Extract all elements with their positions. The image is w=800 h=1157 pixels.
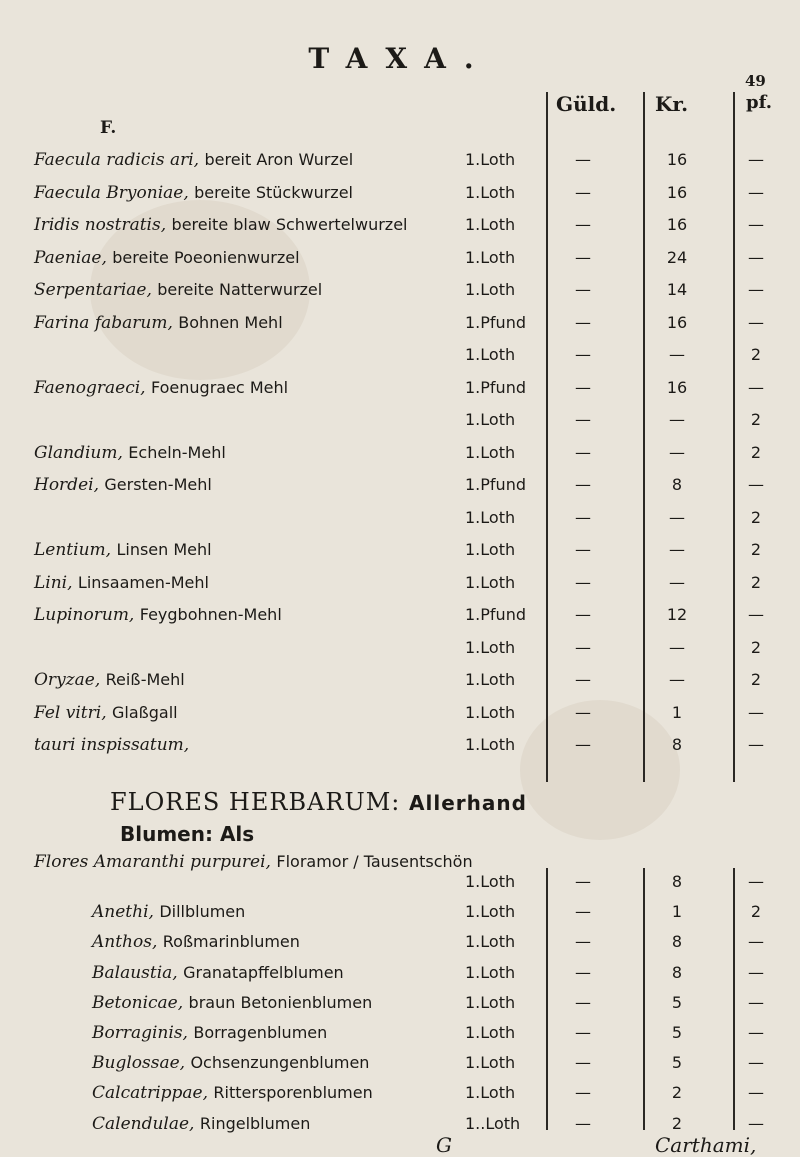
entry-gulden: — bbox=[575, 963, 591, 982]
entry-quantity: 1.Loth bbox=[465, 183, 516, 202]
entry-quantity: 1.Loth bbox=[465, 638, 516, 657]
entry-name bbox=[34, 475, 212, 495]
entry-quantity: 1.Loth bbox=[465, 443, 516, 462]
entry-pfennig: 2 bbox=[750, 638, 762, 657]
entry-name bbox=[92, 1023, 327, 1043]
entry-german: bereite blaw Schwertelwurzel bbox=[171, 215, 408, 234]
entry-german: Rittersporenblumen bbox=[213, 1083, 373, 1102]
entry-pfennig: — bbox=[748, 703, 764, 722]
entry-kreuzer: 16 bbox=[666, 378, 688, 397]
entry-quantity: 1.Loth bbox=[465, 215, 516, 234]
entry-name bbox=[34, 540, 212, 560]
entry-gulden: — bbox=[575, 313, 591, 332]
entry-latin: Farina fabarum, bbox=[34, 313, 179, 333]
entry-gulden: — bbox=[575, 378, 591, 397]
entry-gulden: — bbox=[575, 993, 591, 1012]
entry-gulden: — bbox=[575, 932, 591, 951]
entry-german: Borragenblumen bbox=[193, 1023, 328, 1042]
column-rule bbox=[546, 92, 548, 782]
page-number: 49 bbox=[745, 72, 766, 90]
entry-name bbox=[34, 703, 178, 723]
entry-pfennig: — bbox=[748, 475, 764, 494]
entry-quantity: 1.Loth bbox=[465, 508, 516, 527]
entry-german: Echeln-Mehl bbox=[128, 443, 226, 462]
entry-latin: Oryzae, bbox=[34, 670, 106, 690]
entry-gulden: — bbox=[575, 508, 591, 527]
entry-pfennig: — bbox=[748, 1083, 764, 1102]
entry-pfennig: — bbox=[748, 248, 764, 267]
entry-gulden: — bbox=[575, 638, 591, 657]
entry-pfennig: — bbox=[748, 150, 764, 169]
entry-pfennig: 2 bbox=[750, 540, 762, 559]
entry-pfennig: 2 bbox=[750, 410, 762, 429]
entry-latin: Iridis nostratis, bbox=[34, 215, 172, 235]
entry-latin: Paeniae, bbox=[34, 248, 113, 268]
entry-latin: Faenograeci, bbox=[34, 378, 151, 398]
entry-kreuzer: 14 bbox=[666, 280, 688, 299]
entry-quantity: 1.Loth bbox=[465, 963, 516, 982]
entry-gulden: — bbox=[575, 215, 591, 234]
entry-kreuzer: — bbox=[669, 573, 685, 592]
entry-name bbox=[92, 1083, 373, 1103]
entry-kreuzer: — bbox=[669, 508, 685, 527]
entry-german: Linsen Mehl bbox=[116, 540, 212, 559]
entry-latin: Faecula Bryoniae, bbox=[34, 183, 195, 203]
entry-quantity: 1.Loth bbox=[465, 872, 516, 891]
entry-kreuzer: 12 bbox=[666, 605, 688, 624]
catchword-next: Carthami, bbox=[655, 1133, 757, 1157]
entry-latin: Faecula radicis ari, bbox=[34, 150, 205, 170]
entry-pfennig: — bbox=[748, 1114, 764, 1133]
entry-gulden: — bbox=[575, 735, 591, 754]
entry-quantity: 1.Loth bbox=[465, 932, 516, 951]
entry-latin: Lentium, bbox=[34, 540, 117, 560]
entry-quantity: 1.Loth bbox=[465, 703, 516, 722]
catchword-g: G bbox=[436, 1133, 452, 1157]
entry-kreuzer: 5 bbox=[671, 1053, 683, 1072]
flores-intro-latin: Flores Amaranthi purpurei, bbox=[34, 852, 277, 872]
entry-kreuzer: 1 bbox=[671, 703, 683, 722]
section-subheading: Blumen: Als bbox=[120, 822, 255, 846]
entry-latin: Serpentariae, bbox=[34, 280, 158, 300]
entry-german: Reiß-Mehl bbox=[105, 670, 185, 689]
column-rule bbox=[733, 92, 735, 782]
entry-pfennig: — bbox=[748, 993, 764, 1012]
column-rule bbox=[733, 868, 735, 1130]
flores-intro bbox=[34, 852, 473, 872]
entry-latin: Buglossae, bbox=[92, 1053, 191, 1073]
entry-gulden: — bbox=[575, 280, 591, 299]
entry-german: Bohnen Mehl bbox=[178, 313, 283, 332]
entry-gulden: — bbox=[575, 573, 591, 592]
entry-pfennig: — bbox=[748, 932, 764, 951]
entry-quantity: 1.Loth bbox=[465, 280, 516, 299]
column-header-gulden: Güld. bbox=[556, 92, 617, 116]
entry-latin: Anthos, bbox=[92, 932, 163, 952]
entry-latin: Glandium, bbox=[34, 443, 129, 463]
entry-name bbox=[34, 735, 189, 755]
entry-name bbox=[34, 313, 283, 333]
page-title: TAXA. bbox=[308, 42, 492, 75]
entry-gulden: — bbox=[575, 872, 591, 891]
entry-kreuzer: — bbox=[669, 670, 685, 689]
entry-kreuzer: 8 bbox=[671, 475, 683, 494]
entry-german: Glaßgall bbox=[112, 703, 178, 722]
entry-gulden: — bbox=[575, 443, 591, 462]
entry-pfennig: 2 bbox=[750, 508, 762, 527]
entry-gulden: — bbox=[575, 248, 591, 267]
entry-kreuzer: 2 bbox=[671, 1114, 683, 1133]
entry-kreuzer: 16 bbox=[666, 313, 688, 332]
entry-name bbox=[34, 248, 300, 268]
entry-gulden: — bbox=[575, 902, 591, 921]
entry-latin: Betonicae, bbox=[92, 993, 189, 1013]
entry-kreuzer: 1 bbox=[671, 902, 683, 921]
entry-name bbox=[34, 183, 353, 203]
entry-quantity: 1.Pfund bbox=[465, 605, 526, 624]
entry-gulden: — bbox=[575, 183, 591, 202]
entry-kreuzer: 8 bbox=[671, 872, 683, 891]
entry-quantity: 1.Loth bbox=[465, 902, 516, 921]
entry-pfennig: — bbox=[748, 378, 764, 397]
column-rule bbox=[546, 868, 548, 1130]
entry-name bbox=[92, 902, 245, 922]
entry-pfennig: — bbox=[748, 280, 764, 299]
entry-gulden: — bbox=[575, 475, 591, 494]
column-rule bbox=[643, 92, 645, 782]
entry-kreuzer: — bbox=[669, 345, 685, 364]
column-header-pfennig: pf. bbox=[746, 92, 772, 113]
entry-quantity: 1.Loth bbox=[465, 670, 516, 689]
entry-german: Linsaamen-Mehl bbox=[77, 573, 209, 592]
entry-name bbox=[92, 1053, 369, 1073]
entry-name bbox=[92, 932, 300, 952]
entry-pfennig: 2 bbox=[750, 573, 762, 592]
entry-quantity: 1.Loth bbox=[465, 993, 516, 1012]
entry-quantity: 1.Pfund bbox=[465, 378, 526, 397]
entry-name bbox=[34, 443, 226, 463]
entry-pfennig: 2 bbox=[750, 443, 762, 462]
entry-german: Granatapffelblumen bbox=[183, 963, 344, 982]
entry-kreuzer: 24 bbox=[666, 248, 688, 267]
section-heading bbox=[110, 788, 527, 816]
entry-quantity: 1.Loth bbox=[465, 345, 516, 364]
entry-german: Ochsenzungenblumen bbox=[190, 1053, 370, 1072]
entry-gulden: — bbox=[575, 410, 591, 429]
entry-name bbox=[34, 280, 322, 300]
entry-name bbox=[34, 670, 185, 690]
entry-pfennig: — bbox=[748, 605, 764, 624]
entry-pfennig: — bbox=[748, 963, 764, 982]
entry-quantity: 1.Loth bbox=[465, 1023, 516, 1042]
entry-german: Roßmarinblumen bbox=[162, 932, 300, 951]
entry-kreuzer: 5 bbox=[671, 993, 683, 1012]
entry-kreuzer: 8 bbox=[671, 735, 683, 754]
entry-gulden: — bbox=[575, 703, 591, 722]
entry-pfennig: — bbox=[748, 1053, 764, 1072]
entry-pfennig: 2 bbox=[750, 902, 762, 921]
entry-kreuzer: — bbox=[669, 540, 685, 559]
entry-kreuzer: — bbox=[669, 638, 685, 657]
entry-german: bereite Poeonienwurzel bbox=[112, 248, 300, 267]
entry-german: bereit Aron Wurzel bbox=[204, 150, 354, 169]
entry-kreuzer: 16 bbox=[666, 215, 688, 234]
entry-latin: Calcatrippae, bbox=[92, 1083, 214, 1103]
entry-gulden: — bbox=[575, 540, 591, 559]
section-heading-german: Allerhand bbox=[409, 791, 527, 815]
entry-latin: Anethi, bbox=[92, 902, 160, 922]
entry-kreuzer: — bbox=[669, 410, 685, 429]
entry-latin: Borraginis, bbox=[92, 1023, 194, 1043]
entry-german: bereite Stückwurzel bbox=[194, 183, 353, 202]
entry-latin: Hordei, bbox=[34, 475, 105, 495]
entry-german: Dillblumen bbox=[159, 902, 246, 921]
section-heading-latin: FLORES HERBARUM: bbox=[110, 788, 401, 816]
entry-kreuzer: 16 bbox=[666, 183, 688, 202]
entry-quantity: 1.Loth bbox=[465, 1053, 516, 1072]
entry-gulden: — bbox=[575, 345, 591, 364]
entry-quantity: 1.Loth bbox=[465, 540, 516, 559]
entry-kreuzer: — bbox=[669, 443, 685, 462]
entry-gulden: — bbox=[575, 670, 591, 689]
entry-pfennig: — bbox=[748, 215, 764, 234]
entry-gulden: — bbox=[575, 1053, 591, 1072]
entry-kreuzer: 5 bbox=[671, 1023, 683, 1042]
entry-pfennig: — bbox=[748, 872, 764, 891]
entry-quantity: 1.Loth bbox=[465, 248, 516, 267]
entry-kreuzer: 8 bbox=[671, 963, 683, 982]
entry-gulden: — bbox=[575, 605, 591, 624]
entry-name bbox=[34, 605, 282, 625]
entry-german: Gersten-Mehl bbox=[104, 475, 212, 494]
entry-german: Feygbohnen-Mehl bbox=[139, 605, 282, 624]
entry-quantity: 1.Loth bbox=[465, 410, 516, 429]
entry-pfennig: 2 bbox=[750, 345, 762, 364]
entry-name bbox=[92, 963, 344, 983]
entry-german: Ringelblumen bbox=[199, 1114, 311, 1133]
entry-latin: Calendulae, bbox=[92, 1114, 200, 1134]
entry-gulden: — bbox=[575, 150, 591, 169]
entry-quantity: 1.Loth bbox=[465, 1083, 516, 1102]
entry-pfennig: — bbox=[748, 1023, 764, 1042]
entry-pfennig: — bbox=[748, 313, 764, 332]
entry-kreuzer: 2 bbox=[671, 1083, 683, 1102]
entry-gulden: — bbox=[575, 1023, 591, 1042]
entry-pfennig: — bbox=[748, 183, 764, 202]
entry-latin: Lini, bbox=[34, 573, 78, 593]
entry-latin: Lupinorum, bbox=[34, 605, 140, 625]
entry-name bbox=[34, 378, 288, 398]
entry-quantity: 1.Loth bbox=[465, 735, 516, 754]
entry-gulden: — bbox=[575, 1083, 591, 1102]
entry-german: braun Betonienblumen bbox=[188, 993, 373, 1012]
entry-pfennig: 2 bbox=[750, 670, 762, 689]
entry-gulden: — bbox=[575, 1114, 591, 1133]
entry-kreuzer: 8 bbox=[671, 932, 683, 951]
entry-name bbox=[92, 1114, 310, 1134]
section-letter: F. bbox=[100, 118, 117, 138]
flores-intro-german: Floramor / Tausentschön bbox=[276, 852, 473, 871]
entry-quantity: 1.Pfund bbox=[465, 313, 526, 332]
entry-quantity: 1.Loth bbox=[465, 150, 516, 169]
entry-pfennig: — bbox=[748, 735, 764, 754]
entry-latin: Balaustia, bbox=[92, 963, 184, 983]
entry-name bbox=[34, 573, 209, 593]
column-rule bbox=[643, 868, 645, 1130]
entry-german: bereite Natterwurzel bbox=[157, 280, 323, 299]
entry-kreuzer: 16 bbox=[666, 150, 688, 169]
entry-latin: Fel vitri, bbox=[34, 703, 113, 723]
entry-quantity: 1.Pfund bbox=[465, 475, 526, 494]
entry-german: Foenugraec Mehl bbox=[151, 378, 289, 397]
column-header-kreuzer: Kr. bbox=[655, 92, 689, 116]
entry-quantity: 1.Loth bbox=[465, 573, 516, 592]
entry-latin: tauri inspissatum, bbox=[34, 735, 190, 755]
entry-quantity: 1..Loth bbox=[465, 1114, 521, 1133]
entry-name bbox=[34, 150, 353, 170]
entry-name bbox=[92, 993, 372, 1013]
entry-name bbox=[34, 215, 407, 235]
